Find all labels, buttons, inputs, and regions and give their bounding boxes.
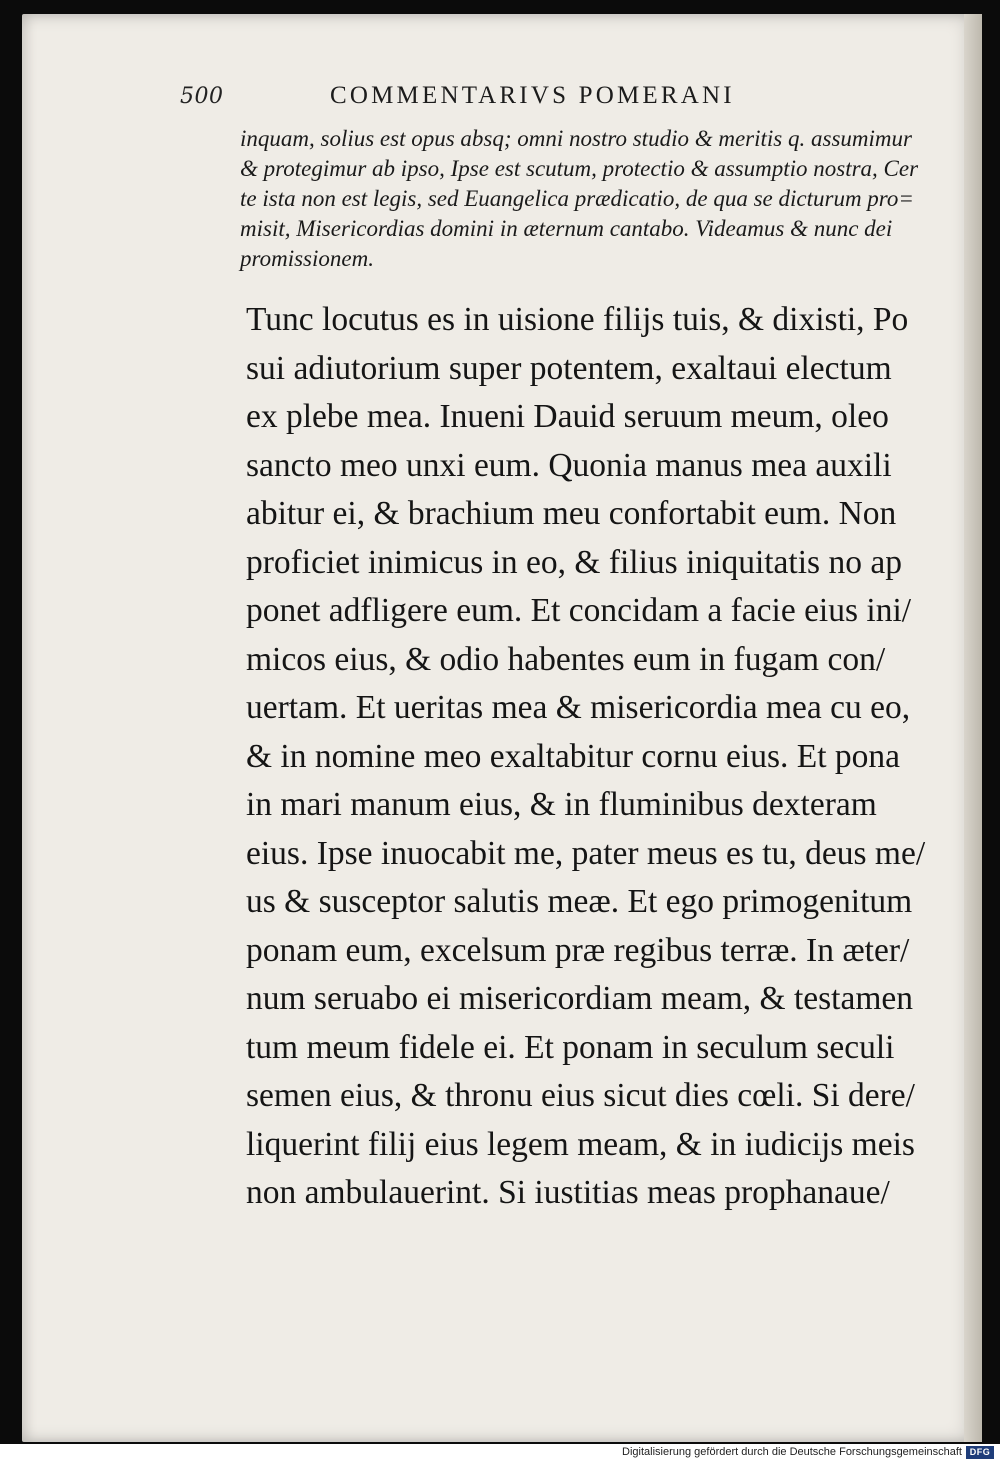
commentary-line: misit, Misericordias domini in æternum cantabo. Videamus & nunc dei: [240, 216, 893, 241]
psalm-line: micos eius, & odio habentes eum in fugam con/: [246, 640, 886, 678]
psalm-line: sui adiutorium super potentem, exaltaui electum: [246, 349, 892, 387]
psalm-line: eius. Ipse inuocabit me, pater meus es tu, deus me/: [246, 834, 926, 872]
psalm-line: ponet adfligere eum. Et concidam a facie eius ini/: [246, 592, 912, 629]
psalm-line: Tunc locutus es in uisione filijs tuis, & dixisti, Po: [246, 301, 909, 338]
commentary-line: te ista non est legis, sed Euangelica prædicatio, de qua se dicturum pro=: [240, 186, 914, 211]
psalm-line: sancto meo unxi eum. Quonia manus mea auxili: [246, 446, 892, 484]
psalm-line: us & susceptor salutis meæ. Et ego primogenitum: [246, 883, 913, 920]
psalm-text-block: [246, 296, 946, 1218]
page-number: 500: [180, 84, 224, 109]
commentary-line: inquam, solius est opus absq; omni nostro studio & meritis q. assumimur: [240, 126, 912, 151]
psalm-line: num seruabo ei misericordiam meam, & testamen: [246, 980, 914, 1017]
psalm-line: tum meum fidele ei. Et ponam in seculum seculi: [246, 1028, 895, 1066]
psalm-line: liquerint filij eius legem meam, & in iudicijs meis: [246, 1125, 915, 1163]
page-edge: [964, 14, 982, 1442]
funding-credit: Digitalisierung gefördert durch die Deutsche Forschungsgemeinschaft: [622, 1446, 962, 1458]
commentary-line: & protegimur ab ipso, Ipse est scutum, protectio & assumptio nostra, Cer: [240, 156, 919, 181]
psalm-line: uertam. Et ueritas mea & misericordia mea cu eo,: [246, 689, 911, 726]
dfg-logo: DFG: [966, 1446, 994, 1459]
psalm-line: ponam eum, excelsum præ regibus terræ. In æter/: [246, 931, 910, 969]
psalm-line: in mari manum eius, & in fluminibus dexteram: [246, 786, 877, 823]
psalm-line: & in nomine meo exaltabitur cornu eius. Et pona: [246, 737, 901, 775]
psalm-line: abitur ei, & brachium meu confortabit eum. Non: [246, 495, 897, 532]
psalm-line: ex plebe mea. Inueni Dauid seruum meum, oleo: [246, 398, 889, 435]
commentary-line: promissionem.: [240, 246, 374, 271]
psalm-line: proficiet inimicus in eo, & filius iniquitatis no ap: [246, 543, 902, 581]
running-head: COMMENTARIVS POMERANI: [330, 82, 735, 109]
psalm-line: semen eius, & thronu eius sicut dies cœli. Si dere/: [246, 1077, 915, 1114]
psalm-line: non ambulauerint. Si iustitias meas prophanaue/: [246, 1174, 890, 1211]
commentary-block: [240, 124, 940, 274]
